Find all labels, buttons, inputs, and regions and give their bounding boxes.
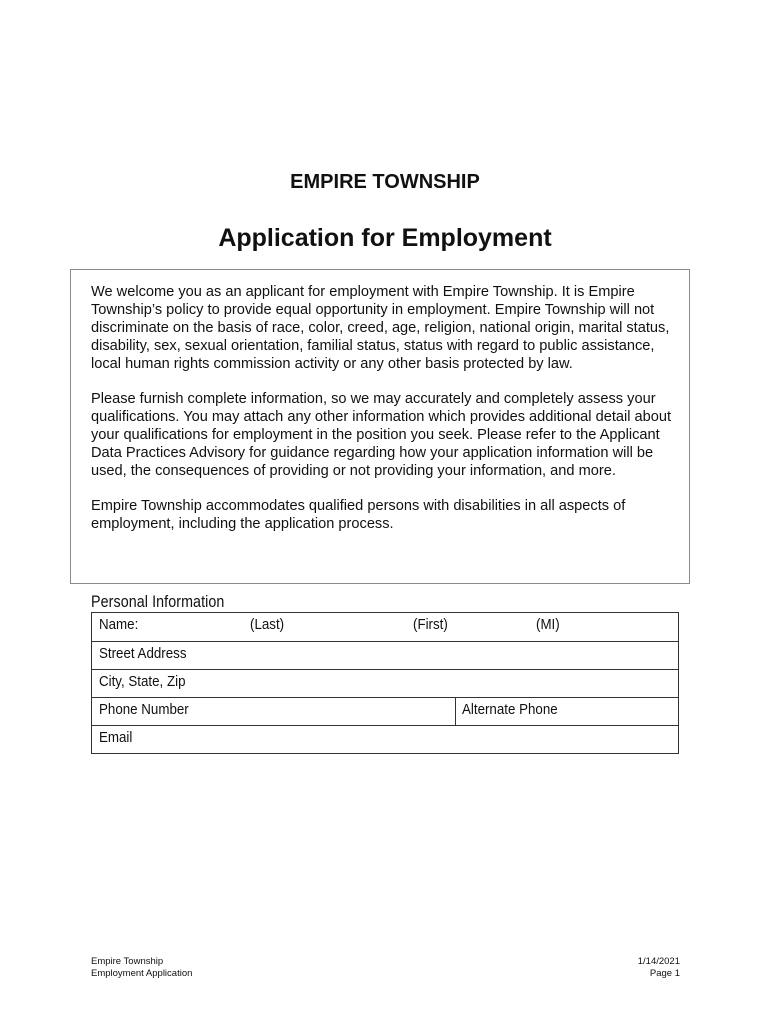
personal-info-table <box>91 612 679 754</box>
alternate-phone-field[interactable] <box>456 698 678 725</box>
middle-initial-label: (MI) <box>536 617 560 633</box>
footer-left <box>91 956 192 979</box>
city-state-zip-label: City, State, Zip <box>99 674 186 690</box>
name-label: Name: <box>99 617 139 633</box>
city-row <box>92 669 678 697</box>
footer-document-name: Employment Application <box>91 967 193 979</box>
footer-page-number: Page 1 <box>649 967 680 979</box>
footer-organization: Empire Township <box>91 956 164 967</box>
footer-right <box>638 956 680 979</box>
first-name-label: (First) <box>413 617 448 633</box>
email-field[interactable] <box>92 726 678 753</box>
personal-info-heading: Personal Information <box>91 592 225 611</box>
name-row <box>92 613 678 641</box>
phone-number-label: Phone Number <box>99 702 189 718</box>
street-row <box>92 641 678 669</box>
phone-number-field[interactable] <box>92 698 456 725</box>
organization-title: EMPIRE TOWNSHIP <box>290 171 480 193</box>
alternate-phone-label: Alternate Phone <box>462 702 558 718</box>
email-label: Email <box>99 730 133 746</box>
footer-date: 1/14/2021 <box>637 956 680 967</box>
intro-paragraph-accommodation: Empire Township accommodates qualified persons with disabilities in all aspects of employment, including the application process. <box>91 498 626 532</box>
street-address-field[interactable] <box>92 642 678 669</box>
document-title: Application for Employment <box>218 224 552 252</box>
street-address-label: Street Address <box>99 646 187 662</box>
phone-row <box>92 697 678 725</box>
city-state-zip-field[interactable] <box>92 670 678 697</box>
email-row <box>92 725 678 753</box>
intro-box <box>70 269 690 584</box>
last-name-label: (Last) <box>250 617 285 633</box>
name-field[interactable] <box>92 613 678 641</box>
intro-paragraph-complete-info: Please furnish complete information, so we may accurately and completely assess your qualifications. You may attach any other information which provides additional detail about your qualifications for employment in the position you seek. Please refer to the Applicant Data Practices Advisory for guidance regarding how your application information will be used, the consequences of providing or not providing your information, and more. <box>91 391 672 479</box>
intro-paragraph-equal-opportunity: We welcome you as an applicant for employment with Empire Township. It is Empire Township’s policy to provide equal opportunity in employment. Empire Township will not discriminate on the basis of race, color, creed, age, religion, national origin, marital status, disability, sex, sexual orientation, familial status, status with regard to public assistance, local human rights commission activity or any other basis protected by law. <box>91 284 670 372</box>
